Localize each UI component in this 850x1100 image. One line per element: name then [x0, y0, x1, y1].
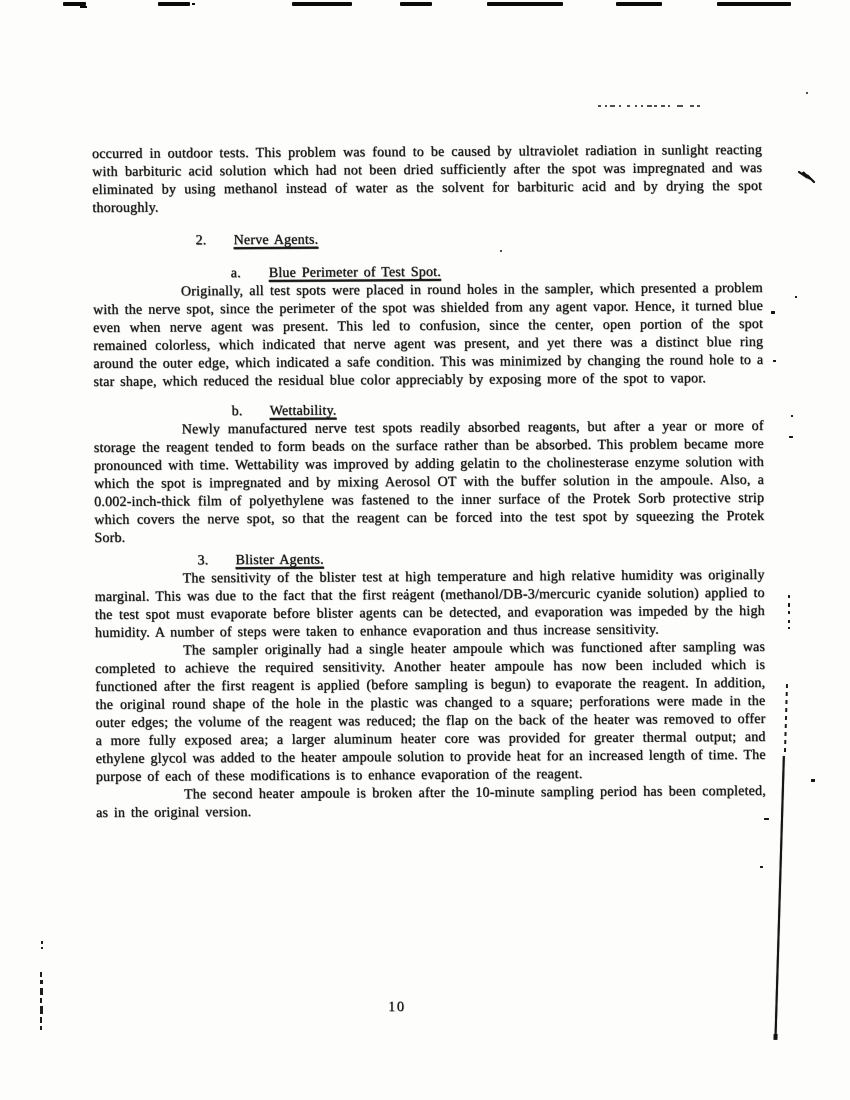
scan-speck — [40, 998, 42, 1003]
scan-speck — [635, 105, 637, 107]
section-2a-title: Blue Perimeter of Test Spot. — [268, 264, 442, 281]
scan-speck — [791, 415, 793, 417]
scan-speck — [788, 627, 790, 629]
section-2-number: 2. — [195, 233, 207, 249]
scan-speck — [795, 296, 797, 298]
scan-speck — [40, 1017, 42, 1023]
scan-speck — [760, 866, 763, 868]
scan-speck — [668, 105, 670, 107]
scan-speck — [40, 988, 43, 995]
section-2-title: Nerve Agents. — [233, 232, 319, 249]
scan-speck — [697, 105, 700, 107]
scan-speck — [63, 2, 86, 6]
continuation-paragraph: occurred in outdoor tests. This problem was found to be caused by ultraviolet radiation in sunlight reacting with barbituric acid solution which had not been dried sufficiently after the spot was impregnated and was eliminated by using methanol instead of water as the solvent for barbituric acid and by drying the spot thoroughly. — [92, 142, 763, 216]
scan-artifact-vertical-line — [774, 684, 789, 1040]
scan-speck — [192, 3, 195, 5]
scan-speck — [788, 620, 790, 623]
scan-speck — [811, 779, 815, 782]
scan-speck — [654, 105, 657, 107]
scan-speck — [40, 1006, 43, 1014]
section-2a-letter: a. — [230, 266, 241, 282]
scan-speck — [292, 2, 352, 6]
scan-speck — [400, 2, 432, 6]
scan-line-solid-segment — [775, 756, 785, 1034]
scan-speck — [610, 105, 615, 107]
scan-speck — [677, 105, 683, 107]
scan-speck — [789, 436, 793, 438]
scan-speck — [788, 611, 790, 614]
section-3-number: 3. — [197, 553, 209, 569]
section-3-paragraph-1: The sensitivity of the blister test at high temperature and high relative humidity was originally marginal. This was due to the fact that the first reagent (methanol/DB-3/mercuric cyanide solution) applied to the test spot must evaporate before blister agents can be detected, and evaporation was impeded by the high humidity. A number of steps were taken to enhance evaporation and thus increase sensitivity. — [94, 567, 765, 641]
section-3-title: Blister Agents. — [235, 552, 324, 569]
section-2-heading — [93, 229, 763, 251]
section-2b-paragraph: Newly manufactured nerve test spots readily absorbed reagents, but after a year or more of storage the reagent tended to form beads on the surface rather than be absorbed. This problem became more pronounced with time. Wettability was improved by adding gelatin to the cholinesterase enzyme solution with which the spot is impregnated and by mixing Aerosol OT with the buffer solution in the ampoule. Also, a 0.002-inch-thick film of polyethylene was fastened to the inner surface of the Protek Sorb protective strip which covers the nerve spot, so that the reagent can be forced into the test spot by squeezing the Protek Sorb. — [93, 418, 765, 546]
section-2b-title: Wettability. — [269, 403, 337, 419]
page-content — [92, 142, 766, 823]
scan-speck — [641, 105, 643, 107]
scan-speck — [41, 947, 43, 949]
scan-speck — [616, 2, 662, 6]
scan-speck — [40, 972, 42, 977]
scan-speck — [771, 311, 775, 314]
scan-speck — [605, 105, 607, 107]
section-2a-paragraph: Originally, all test spots were placed in round holes in the sampler, which presented a problem with the nerve spot, since the perimeter of the spot was shielded from any agent vapor. Hence, it turned blue even when nerve agent was present. This led to confusion, since the center, open portion of the spot remained colorless, which indicated that nerve agent was present, and yet there was a distinct blue ring around the outer edge, which indicated a safe condition. This was minimized by changing the round hole to a star shape, which reduced the residual blue color appreciably by exposing more of the spot to vapor. — [92, 280, 764, 390]
scan-speck — [487, 2, 563, 6]
scan-artifact-pen-squiggle — [798, 170, 818, 186]
scan-speck — [788, 603, 790, 607]
section-2b-letter: b. — [231, 404, 243, 420]
scan-speck — [690, 105, 694, 107]
scan-speck — [41, 941, 43, 944]
scan-speck — [773, 360, 776, 362]
page-number: 10 — [388, 999, 406, 1015]
scan-speck — [598, 105, 601, 107]
section-3-paragraph-3: The second heater ampoule is broken after the 10-minute sampling period has been completed, as in the original version. — [96, 783, 767, 821]
scan-speck — [788, 595, 790, 598]
scan-speck — [158, 2, 190, 6]
scan-line-blob — [773, 1034, 777, 1040]
scan-speck — [40, 980, 43, 984]
scan-speck — [80, 6, 87, 8]
scan-speck — [619, 105, 621, 107]
scan-speck — [806, 92, 808, 94]
scan-speck — [627, 105, 630, 107]
scan-speck — [40, 1026, 42, 1030]
scan-speck — [661, 105, 665, 107]
section-3-paragraph-2: The sampler originally had a single heater ampoule which was functioned after sampling was completed to achieve the required sensitivity. Another heater ampoule has now been included which is functioned after the first reagent is applied (before sampling is begun) to evaporate the reagent. In addition, the original round shape of the hole in the plastic was changed to a square; perforations were made in the outer edges; the volume of the reagent was reduced; the flap on the back of the heater was removed to offer a more fully exposed area; a larger aluminum heater core was provided for greater thermal output; and ethylene glycol was added to the heater ampoule solution to provide heat for an increased length of time. The purpose of each of these modifications is to enhance evaporation of the reagent. — [95, 639, 766, 785]
scan-line-dashed-segment — [784, 684, 788, 756]
scan-speck — [717, 2, 791, 6]
scan-speck — [647, 105, 652, 107]
